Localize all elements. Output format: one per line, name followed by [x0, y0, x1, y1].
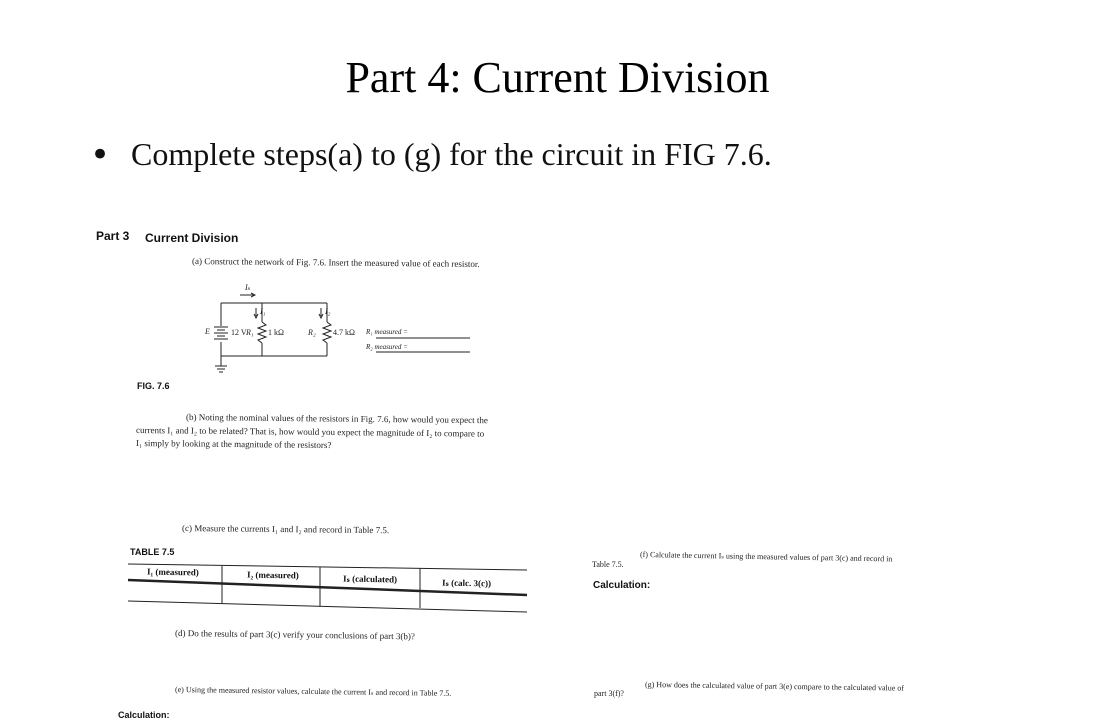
fig-label: FIG. 7.6 — [137, 381, 170, 391]
i2-label: I₂ — [325, 307, 331, 316]
step-f-line-1: (f) Calculate the current Iₛ using the measured values of part 3(c) and record in — [639, 550, 893, 564]
table-label: TABLE 7.5 — [130, 547, 175, 557]
r2-measured-label: R₂ measured = — [366, 343, 408, 351]
r2-value: 4.7 kΩ — [333, 328, 355, 337]
part-title: Current Division — [145, 231, 239, 245]
step-c: (c) Measure the currents I₁ and I₂ and record in Table 7.5. — [181, 523, 390, 536]
step-d: (d) Do the results of part 3(c) verify your conclusions of part 3(b)? — [174, 628, 415, 642]
step-f-line-2: Table 7.5. — [592, 560, 624, 569]
step-b-line-1: (b) Noting the nominal values of the resistors in Fig. 7.6, how would you expect the — [185, 412, 488, 426]
calculation-label-cut: Calculation: — [118, 710, 170, 720]
calculation-label: Calculation: — [593, 580, 651, 591]
table-header-is-calc-3c: Iₛ (calc. 3(c)) — [441, 577, 492, 589]
r1-value: 1 kΩ — [268, 328, 284, 337]
table-header-is-calculated: Iₛ (calculated) — [342, 573, 398, 585]
slide-title: Part 4: Current Division — [345, 53, 770, 102]
step-a: (a) Construct the network of Fig. 7.6. Insert the measured value of each resistor. — [191, 256, 480, 270]
table-header-i1-measured: I₁ (measured) — [146, 566, 199, 578]
bullet-text: Complete steps(a) to (g) for the circuit in FIG 7.6. — [131, 136, 772, 172]
table-header-i2-measured: I₂ (measured) — [246, 569, 299, 581]
is-label: Iₛ — [245, 283, 251, 292]
i1-label: I₁ — [260, 307, 266, 316]
step-e: (e) Using the measured resistor values, calculate the current Iₛ and record in Table 7.5. — [174, 685, 452, 698]
r2-label: R₂ — [308, 328, 316, 337]
source-label: E — [205, 327, 210, 336]
source-value: 12 V — [231, 328, 247, 337]
step-g-line-1: (g) How does the calculated value of part 3(e) compare to the calculated value of — [644, 680, 905, 693]
r1-label: R₁ — [246, 328, 254, 337]
step-b-line-3: I₁ simply by looking at the magnitude of the resistors? — [135, 438, 332, 451]
step-b-line-2: currents I₁ and I₂ to be related? That is, how would you expect the magnitude of I₂ to compare to — [135, 425, 485, 439]
bullet-marker: • — [90, 135, 111, 175]
step-g-line-2: part 3(f)? — [594, 689, 624, 698]
part-number: Part 3 — [96, 229, 130, 243]
r1-measured-label: R₁ measured = — [366, 328, 408, 336]
